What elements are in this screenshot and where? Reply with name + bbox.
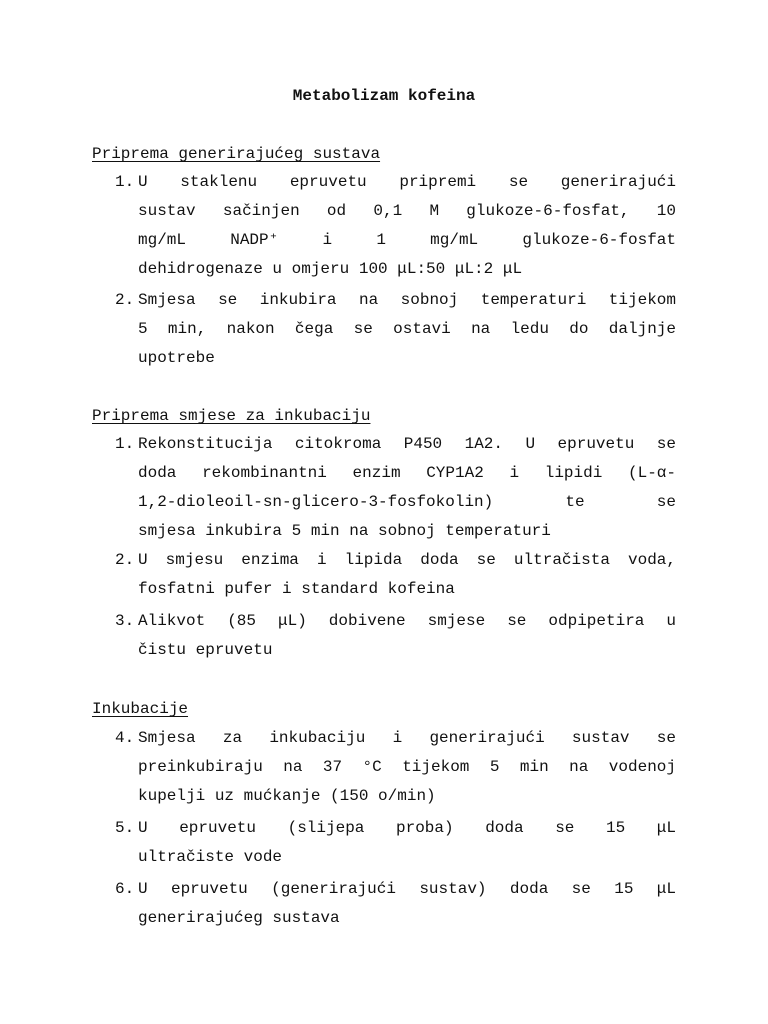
list-item-line: upotrebe [138, 349, 215, 367]
list-item-line: preinkubiraju na 37 °C tijekom 5 min na vodenoj [138, 758, 676, 776]
list-item-line: doda rekombinantni enzim CYP1A2 i lipidi (L-α- [138, 464, 676, 482]
list-item-line: kupelji uz mućkanje (150 o/min) [138, 787, 436, 805]
list-item-number: 2. [115, 551, 135, 569]
list-item-line: smjesa inkubira 5 min na sobnoj temperaturi [138, 522, 551, 540]
list-item-line: 5 min, nakon čega se ostavi na ledu do daljnje [138, 320, 676, 338]
list-item-line: Rekonstitucija citokroma P450 1A2. U epruvetu se [138, 435, 676, 453]
section-heading-incubations: Inkubacije [92, 700, 189, 718]
list-item-line: Alikvot (85 μL) dobivene smjese se odpipetira u [138, 612, 676, 630]
document-title: Metabolizam kofeina [292, 87, 476, 105]
list-item-number: 1. [115, 435, 135, 453]
section-heading-generating-system: Priprema generirajućeg sustava [92, 145, 381, 163]
section-heading-incubation-mix: Priprema smjese za inkubaciju [92, 407, 371, 425]
list-item-line: Smjesa za inkubaciju i generirajući sustav se [138, 729, 676, 747]
list-item-line: čistu epruvetu [138, 641, 273, 659]
list-item-number: 4. [115, 729, 135, 747]
list-item-number: 2. [115, 291, 135, 309]
list-item-line: Smjesa se inkubira na sobnoj temperaturi tijekom [138, 291, 676, 309]
list-item-line: U smjesu enzima i lipida doda se ultračista voda, [138, 551, 676, 569]
list-item-number: 6. [115, 880, 135, 898]
list-item-line: ultračiste vode [138, 848, 283, 866]
list-item-number: 1. [115, 173, 135, 191]
list-item-line: dehidrogenaze u omjeru 100 μL:50 μL:2 μL [138, 260, 523, 278]
list-item-line: 1,2-dioleoil-sn-glicero-3-fosfokolin) te se [138, 493, 676, 511]
list-item-line: U epruvetu (generirajući sustav) doda se 15 μL [138, 880, 676, 898]
list-item-line: sustav sačinjen od 0,1 M glukoze-6-fosfat, 10 [138, 202, 676, 220]
list-item-line: generirajućeg sustava [138, 909, 340, 927]
list-item-line: U staklenu epruvetu pripremi se generirajući [138, 173, 676, 191]
list-item-line: fosfatni pufer i standard kofeina [138, 580, 455, 598]
list-item-number: 3. [115, 612, 135, 630]
list-item-line: mg/mL NADP⁺ i 1 mg/mL glukoze-6-fosfat [138, 231, 676, 249]
list-item-number: 5. [115, 819, 135, 837]
list-item-line: U epruvetu (slijepa proba) doda se 15 μL [138, 819, 676, 837]
